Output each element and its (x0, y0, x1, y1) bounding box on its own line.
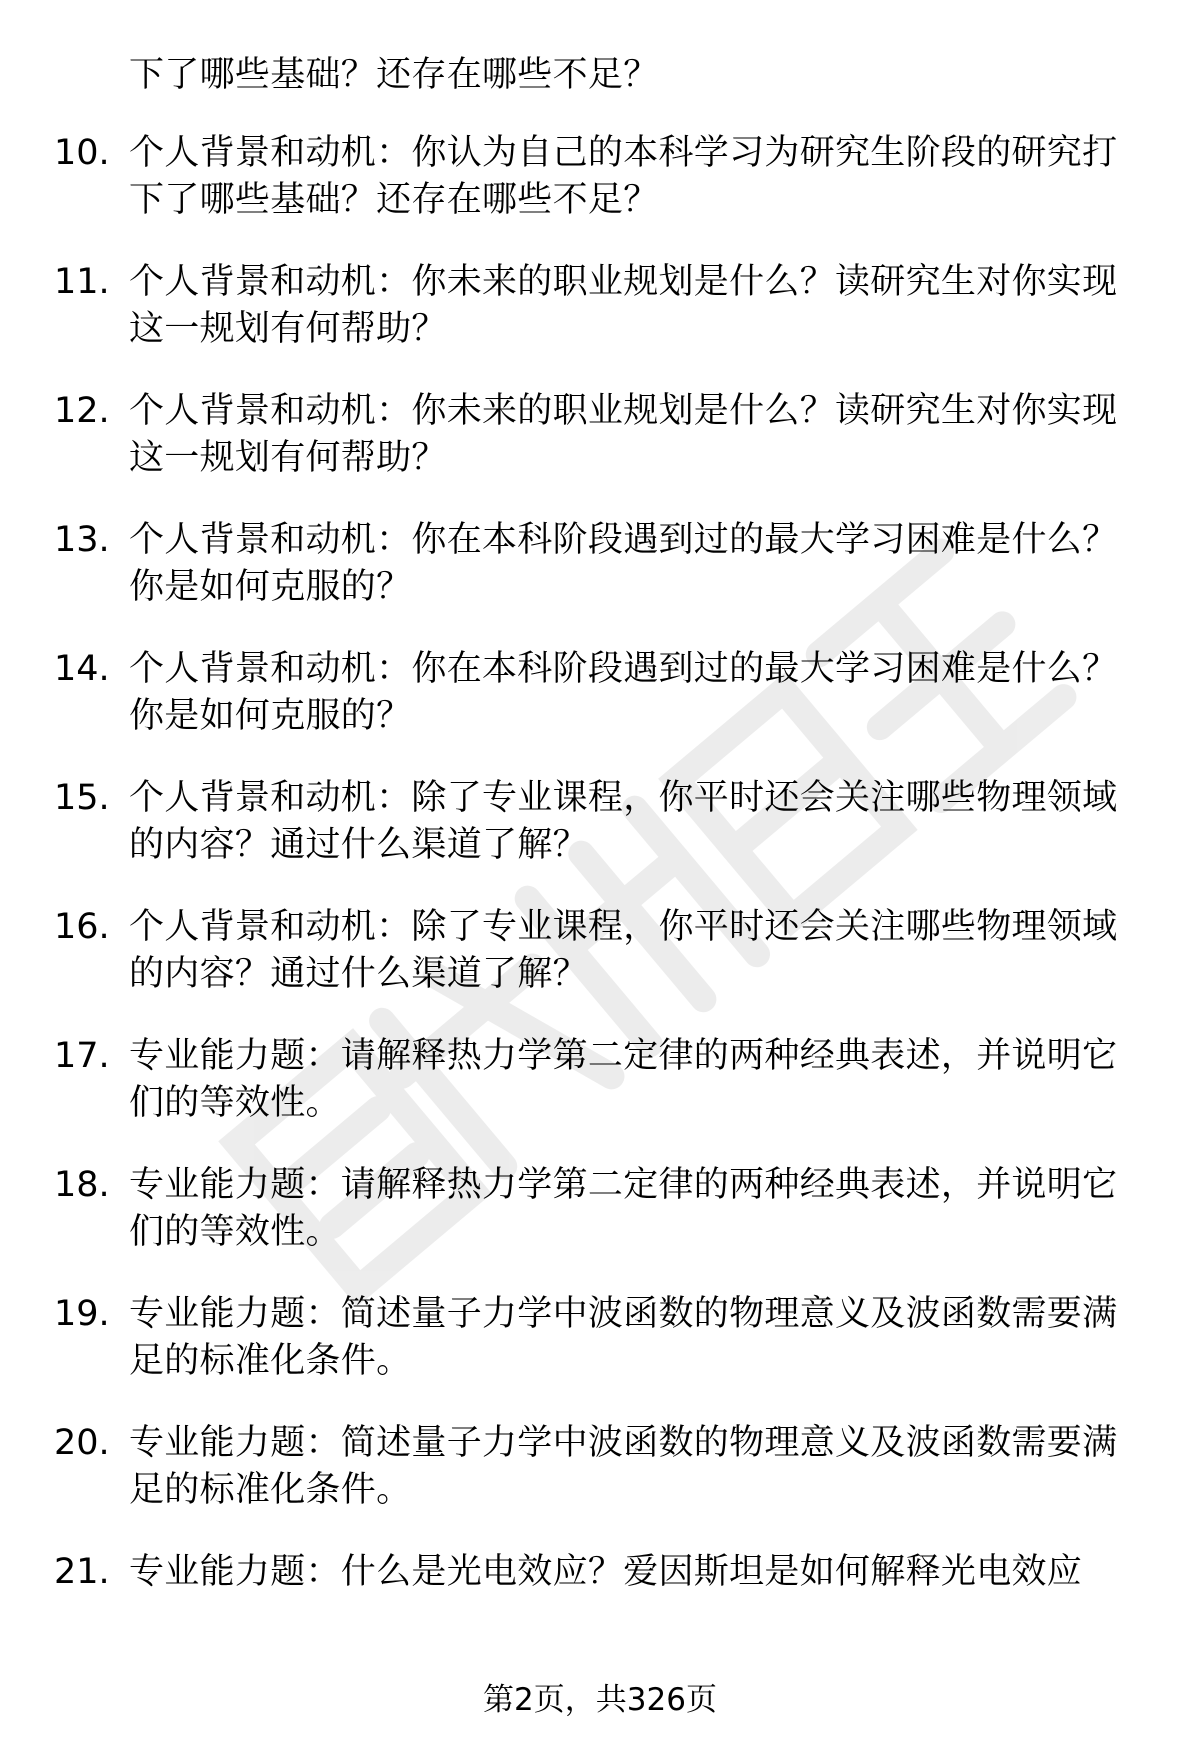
item-text-line: 专业能力题：什么是光电效应？爱因斯坦是如何解释光电效应 (129, 1552, 1083, 1592)
item-text-line: 个人背景和动机：你未来的职业规划是什么？读研究生对你实现 (129, 262, 1118, 302)
item-number: 12. (54, 391, 110, 431)
item-text-line: 专业能力题：简述量子力学中波函数的物理意义及波函数需要满 (129, 1423, 1118, 1463)
item-text-line: 个人背景和动机：你认为自己的本科学习为研究生阶段的研究打 (129, 133, 1118, 173)
item-text-line: 专业能力题：简述量子力学中波函数的物理意义及波函数需要满 (129, 1294, 1118, 1334)
item-text-line: 你是如何克服的？ (129, 567, 412, 607)
item-number: 19. (54, 1294, 110, 1334)
item-number: 21. (54, 1552, 110, 1592)
item-text-line: 下了哪些基础？还存在哪些不足？ (129, 180, 659, 220)
item-number: 16. (54, 907, 110, 947)
item-text-line: 个人背景和动机：除了专业课程，你平时还会关注哪些物理领域 (129, 778, 1118, 818)
item-text-line: 们的等效性。 (129, 1212, 341, 1252)
item-text-line: 你是如何克服的？ (129, 696, 412, 736)
item-text-line: 个人背景和动机：你在本科阶段遇到过的最大学习困难是什么？ (129, 649, 1118, 689)
item-number: 15. (54, 778, 110, 818)
item-number: 18. (54, 1165, 110, 1205)
item-text-line: 个人背景和动机：你在本科阶段遇到过的最大学习困难是什么？ (129, 520, 1118, 560)
item-text-line: 个人背景和动机：你未来的职业规划是什么？读研究生对你实现 (129, 391, 1118, 431)
item-text-line: 专业能力题：请解释热力学第二定律的两种经典表述，并说明它 (129, 1036, 1118, 1076)
item-text-line: 的内容？通过什么渠道了解？ (129, 954, 588, 994)
item-text-line: 这一规划有何帮助？ (129, 309, 447, 349)
item-number: 11. (54, 262, 110, 302)
item-number: 17. (54, 1036, 110, 1076)
item-number: 20. (54, 1423, 110, 1463)
page-footer: 第2页，共326页 (483, 1682, 717, 1718)
item-number: 13. (54, 520, 110, 560)
item-text-line: 个人背景和动机：除了专业课程，你平时还会关注哪些物理领域 (129, 907, 1118, 947)
item-text-line: 足的标准化条件。 (129, 1341, 412, 1381)
item-number: 10. (54, 133, 110, 173)
item-text-line: 的内容？通过什么渠道了解？ (129, 825, 588, 865)
item-text-line: 这一规划有何帮助？ (129, 438, 447, 478)
carryover-line: 下了哪些基础？还存在哪些不足？ (129, 55, 659, 95)
item-number: 14. (54, 649, 110, 689)
item-text-line: 们的等效性。 (129, 1083, 341, 1123)
item-text-line: 足的标准化条件。 (129, 1470, 412, 1510)
item-text-line: 专业能力题：请解释热力学第二定律的两种经典表述，并说明它 (129, 1165, 1118, 1205)
